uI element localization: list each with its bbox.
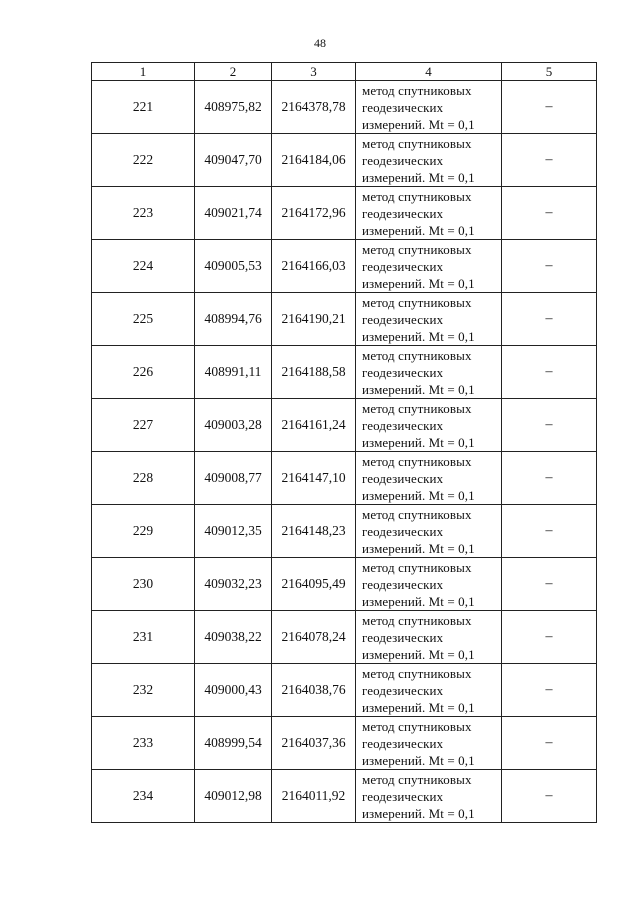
coordinates-table [91,62,597,823]
point-number-cell: 232 [92,664,195,717]
note-cell: – [502,558,597,611]
x-coordinate-cell: 408991,11 [195,346,272,399]
method-line: метод спутниковых [362,241,472,257]
x-coordinate-cell: 408999,54 [195,717,272,770]
header-col-3: 3 [272,63,356,81]
method-line: геодезических [362,152,444,168]
point-number-cell: 222 [92,134,195,187]
note-cell: – [502,505,597,558]
y-coordinate-cell: 2164147,10 [272,452,356,505]
method-line: метод спутниковых [362,347,472,363]
method-cell [356,770,502,823]
method-line: измерений. Mt = 0,1 [362,434,475,450]
y-coordinate-cell: 2164011,92 [272,770,356,823]
x-coordinate-cell: 409032,23 [195,558,272,611]
table-row [92,452,597,505]
method-line: метод спутниковых [362,559,472,575]
method-cell [356,399,502,452]
method-line: геодезических [362,576,444,592]
table-row [92,134,597,187]
point-number-cell: 223 [92,187,195,240]
table-body [92,81,597,823]
method-line: геодезических [362,682,444,698]
point-number-cell: 229 [92,505,195,558]
method-line: измерений. Mt = 0,1 [362,752,475,768]
table-row [92,293,597,346]
method-line: измерений. Mt = 0,1 [362,116,475,132]
x-coordinate-cell: 409005,53 [195,240,272,293]
method-line: измерений. Mt = 0,1 [362,487,475,503]
method-line: геодезических [362,258,444,274]
method-line: метод спутниковых [362,135,472,151]
method-line: геодезических [362,470,444,486]
note-cell: – [502,240,597,293]
method-line: геодезических [362,523,444,539]
note-cell: – [502,134,597,187]
method-line: метод спутниковых [362,665,472,681]
note-cell: – [502,399,597,452]
method-line: метод спутниковых [362,718,472,734]
y-coordinate-cell: 2164166,03 [272,240,356,293]
x-coordinate-cell: 409000,43 [195,664,272,717]
method-line: метод спутниковых [362,771,472,787]
point-number-cell: 227 [92,399,195,452]
method-line: метод спутниковых [362,506,472,522]
note-cell: – [502,717,597,770]
y-coordinate-cell: 2164378,78 [272,81,356,134]
table-row [92,187,597,240]
note-cell: – [502,611,597,664]
table-row [92,81,597,134]
method-line: геодезических [362,364,444,380]
table-row [92,558,597,611]
point-number-cell: 231 [92,611,195,664]
table-row [92,717,597,770]
header-col-1: 1 [92,63,195,81]
method-cell [356,717,502,770]
table-header [92,63,597,81]
method-line: метод спутниковых [362,400,472,416]
x-coordinate-cell: 409003,28 [195,399,272,452]
header-row [92,63,597,81]
method-line: геодезических [362,99,444,115]
method-line: измерений. Mt = 0,1 [362,222,475,238]
x-coordinate-cell: 409038,22 [195,611,272,664]
method-cell [356,346,502,399]
note-cell: – [502,664,597,717]
table-row [92,664,597,717]
x-coordinate-cell: 409012,98 [195,770,272,823]
y-coordinate-cell: 2164037,36 [272,717,356,770]
method-line: метод спутниковых [362,612,472,628]
method-cell [356,293,502,346]
method-line: геодезических [362,417,444,433]
method-line: измерений. Mt = 0,1 [362,275,475,291]
x-coordinate-cell: 409008,77 [195,452,272,505]
method-line: измерений. Mt = 0,1 [362,169,475,185]
note-cell: – [502,81,597,134]
method-line: измерений. Mt = 0,1 [362,699,475,715]
method-line: измерений. Mt = 0,1 [362,805,475,821]
table-row [92,240,597,293]
note-cell: – [502,770,597,823]
method-line: метод спутниковых [362,82,472,98]
point-number-cell: 221 [92,81,195,134]
note-cell: – [502,293,597,346]
point-number-cell: 226 [92,346,195,399]
page-number: 48 [314,36,326,50]
y-coordinate-cell: 2164078,24 [272,611,356,664]
point-number-cell: 224 [92,240,195,293]
y-coordinate-cell: 2164148,23 [272,505,356,558]
method-line: геодезических [362,629,444,645]
y-coordinate-cell: 2164190,21 [272,293,356,346]
note-cell: – [502,187,597,240]
y-coordinate-cell: 2164095,49 [272,558,356,611]
method-line: метод спутниковых [362,294,472,310]
method-line: измерений. Mt = 0,1 [362,646,475,662]
y-coordinate-cell: 2164172,96 [272,187,356,240]
table-row [92,399,597,452]
x-coordinate-cell: 408975,82 [195,81,272,134]
y-coordinate-cell: 2164188,58 [272,346,356,399]
table-row [92,770,597,823]
y-coordinate-cell: 2164038,76 [272,664,356,717]
x-coordinate-cell: 408994,76 [195,293,272,346]
method-line: геодезических [362,311,444,327]
method-line: метод спутниковых [362,453,472,469]
point-number-cell: 233 [92,717,195,770]
table-row [92,505,597,558]
method-line: измерений. Mt = 0,1 [362,540,475,556]
method-cell [356,134,502,187]
method-line: геодезических [362,205,444,221]
note-cell: – [502,452,597,505]
header-col-2: 2 [195,63,272,81]
x-coordinate-cell: 409047,70 [195,134,272,187]
y-coordinate-cell: 2164161,24 [272,399,356,452]
method-cell [356,240,502,293]
point-number-cell: 230 [92,558,195,611]
point-number-cell: 234 [92,770,195,823]
method-cell [356,505,502,558]
method-line: измерений. Mt = 0,1 [362,593,475,609]
method-cell [356,611,502,664]
method-cell [356,664,502,717]
method-line: геодезических [362,788,444,804]
method-cell [356,558,502,611]
x-coordinate-cell: 409021,74 [195,187,272,240]
method-line: метод спутниковых [362,188,472,204]
method-line: измерений. Mt = 0,1 [362,328,475,344]
point-number-cell: 225 [92,293,195,346]
method-cell [356,452,502,505]
x-coordinate-cell: 409012,35 [195,505,272,558]
table-row [92,346,597,399]
method-cell [356,187,502,240]
header-col-4: 4 [356,63,502,81]
table-row [92,611,597,664]
note-cell: – [502,346,597,399]
method-line: измерений. Mt = 0,1 [362,381,475,397]
method-line: геодезических [362,735,444,751]
point-number-cell: 228 [92,452,195,505]
method-cell [356,81,502,134]
header-col-5: 5 [502,63,597,81]
y-coordinate-cell: 2164184,06 [272,134,356,187]
